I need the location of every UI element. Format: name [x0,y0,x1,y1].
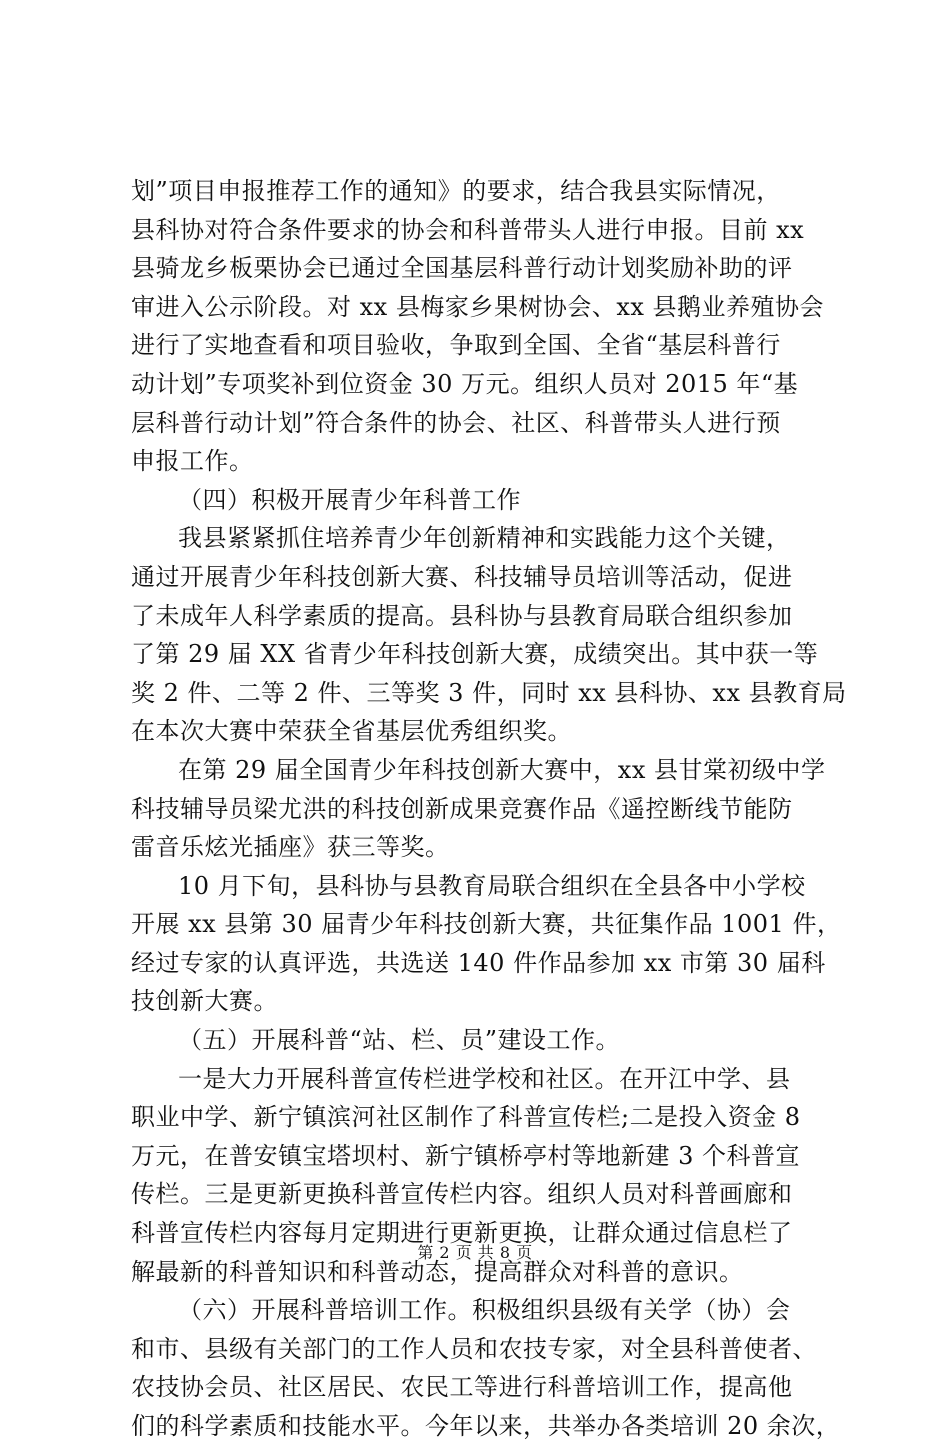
paragraph-start: 在第 29 届全国青少年科技创新大赛中，xx 县甘棠初级中学 [178,755,826,784]
text-line: 申报工作。 [131,447,254,476]
section-heading: （六）开展科普培训工作。积极组织县级有关学（协）会 [178,1296,791,1325]
text-line: 职业中学、新宁镇滨河社区制作了科普宣传栏;二是投入资金 8 [131,1103,801,1132]
paragraph-start: 一是大力开展科普宣传栏进学校和社区。在开江中学、县 [178,1064,791,1093]
text-line: 进行了实地查看和项目验收，争取到全国、全省“基层科普行 [131,331,781,360]
text-line: 解最新的科普知识和科普动态，提高群众对科普的意识。 [131,1257,744,1286]
text-line: 传栏。三是更新更换科普宣传栏内容。组织人员对科普画廊和 [131,1180,793,1209]
text-line: 农技协会员、社区居民、农民工等进行科普培训工作，提高他 [131,1373,793,1402]
text-line: 通过开展青少年科技创新大赛、科技辅导员培训等活动，促进 [131,562,793,591]
text-line: 科普宣传栏内容每月定期进行更新更换，让群众通过信息栏了 [131,1219,793,1248]
paragraph-start: 10 月下旬，县科协与县教育局联合组织在全县各中小学校 [178,871,806,900]
text-line: 奖 2 件、二等 2 件、三等奖 3 件，同时 xx 县科协、xx 县教育局 [131,678,847,707]
text-line: 雷音乐炫光插座》获三等奖。 [131,833,450,862]
text-line: 县科协对符合条件要求的协会和科普带头人进行申报。目前 xx [131,215,805,244]
text-line: 万元，在普安镇宝塔坝村、新宁镇桥亭村等地新建 3 个科普宣 [131,1141,801,1170]
paragraph-start: 我县紧紧抓住培养青少年创新精神和实践能力这个关键， [178,524,791,553]
text-line: 科技辅导员梁尤洪的科技创新成果竞赛作品《遥控断线节能防 [131,794,793,823]
text-line: 了第 29 届 XX 省青少年科技创新大赛，成绩突出。其中获一等 [131,640,819,669]
text-line: 层科普行动计划”符合条件的协会、社区、科普带头人进行预 [131,408,781,437]
text-line: 们的科学素质和技能水平。今年以来，共举办各类培训 20 余次， [131,1412,841,1440]
text-line: 经过专家的认真评选，共选送 140 件作品参加 xx 市第 30 届科 [131,948,826,977]
text-line: 技创新大赛。 [131,987,278,1016]
text-line: 划”项目申报推荐工作的通知》的要求，结合我县实际情况， [131,177,781,205]
text-line: 和市、县级有关部门的工作人员和农技专家，对全县科普使者、 [131,1334,817,1363]
page-footer: 第 2 页 共 8 页 [417,1243,533,1262]
text-line: 开展 xx 县第 30 届青少年科技创新大赛，共征集作品 1001 件， [131,910,842,939]
text-line: 审进入公示阶段。对 xx 县梅家乡果树协会、xx 县鹅业养殖协会 [131,292,825,321]
text-line: 了未成年人科学素质的提高。县科协与县教育局联合组织参加 [131,601,793,630]
section-heading: （五）开展科普“站、栏、员”建设工作。 [178,1026,621,1055]
section-heading: （四）积极开展青少年科普工作 [178,485,521,514]
text-line: 动计划”专项奖补到位资金 30 万元。组织人员对 2015 年“基 [131,369,799,398]
text-line: 在本次大赛中荣获全省基层优秀组织奖。 [131,717,572,746]
text-line: 县骑龙乡板栗协会已通过全国基层科普行动计划奖励补助的评 [131,254,793,283]
